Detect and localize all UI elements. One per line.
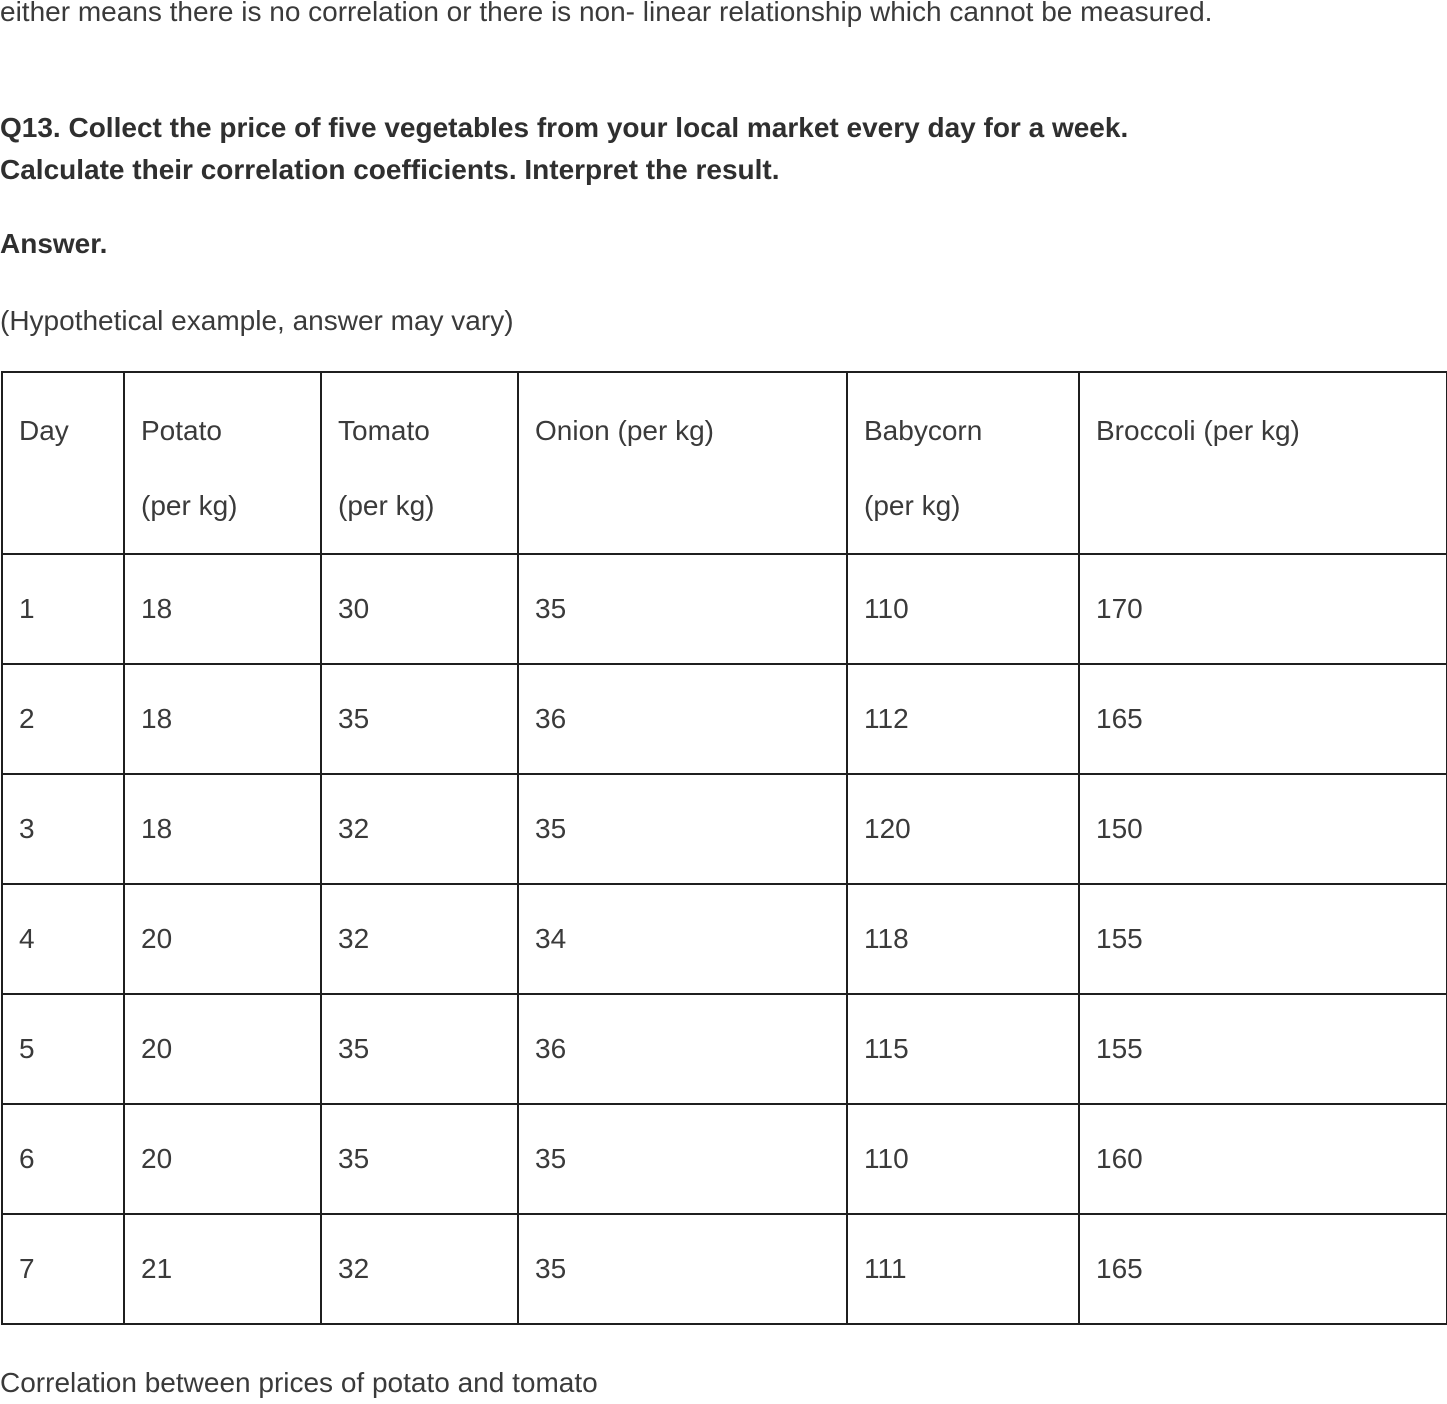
table-cell-day: 7	[2, 1214, 124, 1324]
table-cell-babycorn: 110	[847, 554, 1079, 664]
table-cell-babycorn: 115	[847, 994, 1079, 1104]
table-cell-day: 2	[2, 664, 124, 774]
table-row	[2, 884, 1447, 994]
table-row	[2, 1214, 1447, 1324]
header-label: Potato	[141, 415, 222, 446]
table-cell-broccoli: 155	[1079, 994, 1447, 1104]
table-cell-onion: 35	[518, 1104, 847, 1214]
table-cell-babycorn: 110	[847, 1104, 1079, 1214]
hypothetical-note: (Hypothetical example, answer may vary)	[0, 305, 514, 336]
table-cell-tomato: 32	[321, 884, 518, 994]
table-row	[2, 1104, 1447, 1214]
table-cell-babycorn: 118	[847, 884, 1079, 994]
table-cell-babycorn: 112	[847, 664, 1079, 774]
table-cell-broccoli: 165	[1079, 664, 1447, 774]
table-cell-tomato: 35	[321, 994, 518, 1104]
table-cell-day: 4	[2, 884, 124, 994]
table-cell-onion: 36	[518, 664, 847, 774]
table-cell-broccoli: 160	[1079, 1104, 1447, 1214]
table-cell-day: 1	[2, 554, 124, 664]
question-heading	[0, 107, 1400, 191]
table-cell-onion: 36	[518, 994, 847, 1104]
header-label: Tomato	[338, 415, 430, 446]
table-cell-babycorn: 111	[847, 1214, 1079, 1324]
table-cell-potato: 18	[124, 664, 321, 774]
table-row	[2, 994, 1447, 1104]
table-row	[2, 664, 1447, 774]
question-line-1: Q13. Collect the price of five vegetables from your local market every day for a week.	[0, 112, 1129, 143]
table-cell-potato: 18	[124, 774, 321, 884]
table-cell-tomato: 35	[321, 664, 518, 774]
table-header-row	[2, 372, 1447, 554]
table-row	[2, 774, 1447, 884]
header-label: Broccoli (per kg)	[1096, 415, 1300, 446]
table-cell-broccoli: 155	[1079, 884, 1447, 994]
table-cell-onion: 34	[518, 884, 847, 994]
table-cell-tomato: 32	[321, 774, 518, 884]
table-cell-onion: 35	[518, 554, 847, 664]
header-cell-broccoli	[1079, 372, 1447, 554]
header-sublabel: (per kg)	[864, 490, 961, 521]
table-cell-broccoli: 170	[1079, 554, 1447, 664]
table-cell-potato: 18	[124, 554, 321, 664]
vegetable-price-table	[1, 371, 1447, 1325]
table-row	[2, 554, 1447, 664]
table-cell-potato: 21	[124, 1214, 321, 1324]
header-sublabel: (per kg)	[141, 490, 238, 521]
table-cell-babycorn: 120	[847, 774, 1079, 884]
table-cell-tomato: 30	[321, 554, 518, 664]
header-cell-babycorn	[847, 372, 1079, 554]
table-cell-potato: 20	[124, 994, 321, 1104]
table-cell-day: 3	[2, 774, 124, 884]
table-cell-day: 5	[2, 994, 124, 1104]
table-cell-potato: 20	[124, 1104, 321, 1214]
answer-heading: Answer.	[0, 228, 108, 259]
header-cell-tomato	[321, 372, 518, 554]
table-cell-tomato: 32	[321, 1214, 518, 1324]
table-cell-day: 6	[2, 1104, 124, 1214]
header-cell-onion	[518, 372, 847, 554]
header-sublabel: (per kg)	[338, 490, 435, 521]
table-cell-potato: 20	[124, 884, 321, 994]
question-line-2: Calculate their correlation coefficients. Interpret the result.	[0, 154, 780, 185]
table-cell-onion: 35	[518, 1214, 847, 1324]
table-cell-broccoli: 165	[1079, 1214, 1447, 1324]
correlation-subheading: Correlation between prices of potato and tomato	[0, 1367, 598, 1398]
header-label: Onion (per kg)	[535, 415, 714, 446]
table-cell-onion: 35	[518, 774, 847, 884]
table-cell-broccoli: 150	[1079, 774, 1447, 884]
header-cell-day	[2, 372, 124, 554]
header-label: Day	[19, 415, 69, 446]
header-label: Babycorn	[864, 415, 983, 446]
table-cell-tomato: 35	[321, 1104, 518, 1214]
intro-paragraph: either means there is no correlation or there is non- linear relationship which cannot be measured.	[0, 0, 1213, 27]
header-cell-potato	[124, 372, 321, 554]
